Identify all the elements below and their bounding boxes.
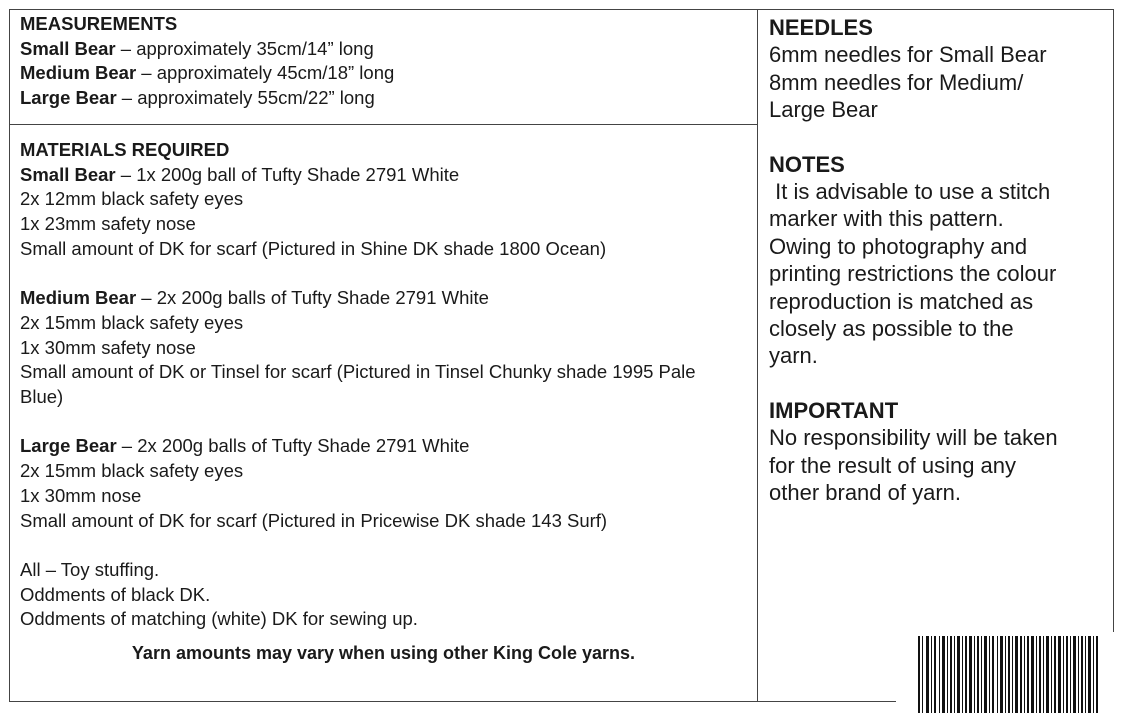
notes-line: reproduction is matched as [769,288,1034,314]
notes-line: closely as possible to the [769,316,1014,342]
measurements-heading: MEASUREMENTS [20,13,178,34]
material-line: Small amount of DK for scarf (Pictured in Shine DK shade 1800 Ocean) [20,237,607,259]
important-line: No responsibility will be taken [769,425,1058,451]
notes-line: marker with this pattern. [769,206,1004,232]
material-all-line: Oddments of black DK. [20,583,211,605]
material-line: 2x 15mm black safety eyes [20,460,244,482]
important-line: for the result of using any [769,452,1017,478]
measurement-medium: Medium Bear – approximately 45cm/18” long [20,62,395,84]
column-divider [757,9,758,702]
material-line: Small amount of DK or Tinsel for scarf (Pictured in Tinsel Chunky shade 1995 Pale Blue) [20,361,696,408]
barcode-icon [918,636,1100,713]
measurement-small: Small Bear – approximately 35cm/14” long [20,37,374,59]
needles-line: 6mm needles for Small Bear [769,42,1047,68]
notes-line: Owing to photography and [769,233,1028,259]
material-line: 2x 15mm black safety eyes [20,311,244,333]
needles-line: 8mm needles for Medium/ [769,69,1024,95]
measurement-large: Large Bear – approximately 55cm/22” long [20,87,375,109]
measurements-section [20,12,394,111]
notes-heading: NOTES [769,151,845,177]
material-line: 1x 30mm safety nose [20,336,196,358]
material-line: 1x 23mm safety nose [20,213,196,235]
material-line: 1x 30mm nose [20,484,142,506]
notes-line: printing restrictions the colour [769,261,1057,287]
materials-heading: MATERIALS REQUIRED [20,139,230,160]
yarn-amount-note: Yarn amounts may vary when using other King Cole yarns. [131,643,636,663]
material-line: Small amount of DK for scarf (Pictured in Pricewise DK shade 143 Surf) [20,509,608,531]
right-column [769,14,1114,507]
notes-line: It is advisable to use a stitch [769,179,1051,205]
material-large-title: Large Bear – 2x 200g balls of Tufty Shade 2791 White [20,435,470,457]
needles-line: Large Bear [769,97,878,123]
needles-heading: NEEDLES [769,15,873,40]
material-line: 2x 12mm black safety eyes [20,188,244,210]
material-all-line: Oddments of matching (white) DK for sewing up. [20,608,418,630]
section-divider [9,124,758,125]
material-small-title: Small Bear – 1x 200g ball of Tufty Shade 2791 White [20,163,460,185]
material-medium-title: Medium Bear – 2x 200g balls of Tufty Shade 2791 White [20,287,489,309]
materials-section [20,138,750,632]
notes-line: yarn. [769,343,818,369]
important-line: other brand of yarn. [769,480,962,506]
material-all-line: All – Toy stuffing. [20,558,160,580]
important-heading: IMPORTANT [769,397,899,423]
